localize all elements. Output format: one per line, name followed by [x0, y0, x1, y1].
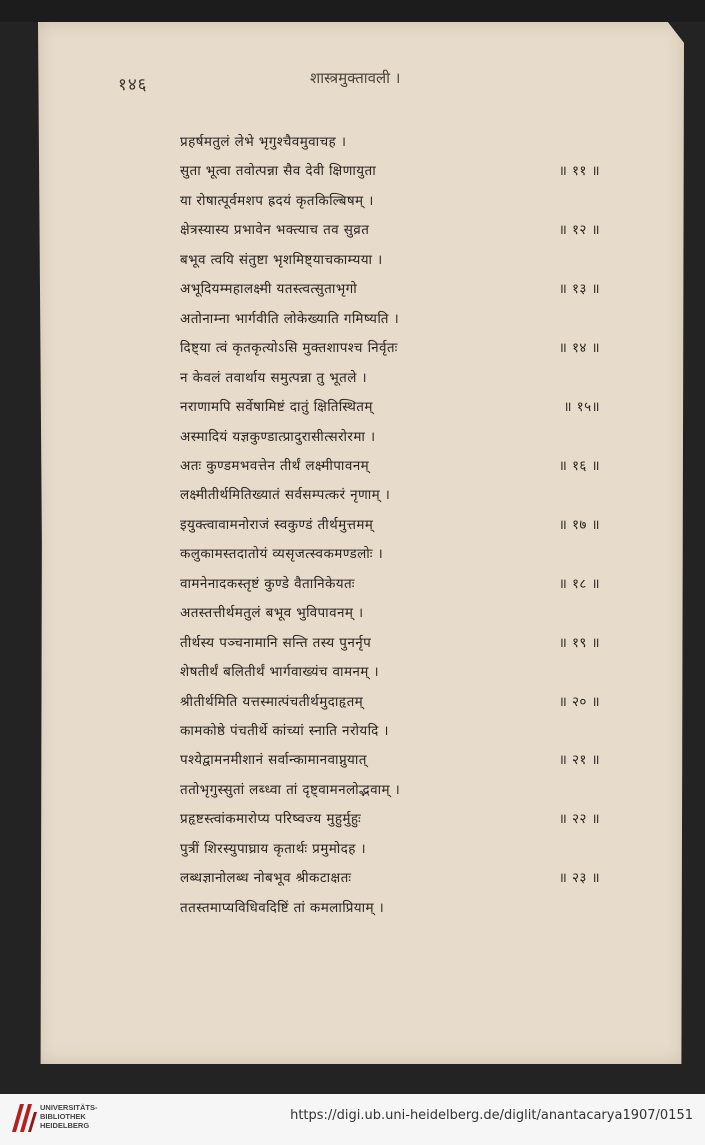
verse-text: ततोभृगुस्सुतां लब्ध्वा तां दृष्ट्वामनलोद्भवाम् ।	[180, 781, 401, 798]
verse-number: ॥ १३ ॥	[558, 281, 600, 298]
verse-number: ॥ ११ ॥	[558, 163, 600, 180]
verse-line	[180, 427, 600, 451]
verse-line	[180, 191, 600, 215]
verse-number: ॥ १२ ॥	[558, 222, 600, 239]
verse-text: अस्मादियं यज्ञकुण्डात्प्रादुरासीत्सरोरमा ।	[180, 428, 376, 445]
verse-line	[180, 780, 600, 804]
verse-line	[180, 633, 600, 657]
verse-number: ॥ १५॥	[563, 399, 600, 416]
verse-line	[180, 161, 600, 185]
verse-text: इयुक्त्वावामनोराजं स्वकुण्डं तीर्थमुत्तमम्	[180, 516, 374, 533]
verse-number: ॥ १४ ॥	[558, 340, 600, 357]
verse-line	[180, 309, 600, 333]
library-name-line: BIBLIOTHEK	[40, 1112, 86, 1121]
verse-line	[180, 692, 600, 716]
verse-text: तीर्थस्य पञ्चनामानि सन्ति तस्य पुनर्नृप	[180, 634, 372, 651]
verse-number: ॥ १६ ॥	[558, 457, 600, 474]
verse-line	[180, 456, 600, 480]
viewer-footer	[0, 1094, 705, 1145]
verse-number: ॥ २१ ॥	[558, 752, 600, 769]
verse-line	[180, 544, 600, 568]
verse-line	[180, 662, 600, 686]
verse-text: पुत्रीं शिरस्युपाघ्राय कृतार्थः प्रमुमोदह ।	[180, 840, 367, 857]
running-head: शास्त्रमुक्तावली ।	[310, 69, 401, 87]
verse-text: कामकोष्ठे पंचतीर्थे कांच्यां स्नाति नरोयदि ।	[180, 723, 389, 739]
verse-line	[180, 250, 600, 274]
library-logo-icon	[10, 1100, 38, 1134]
verse-line	[180, 603, 600, 627]
verse-text: सुता भूत्वा तवोत्पन्ना सैव देवी क्षिणायुता	[180, 163, 377, 180]
verse-number: ॥ १७ ॥	[558, 516, 600, 533]
verse-text: अतोनाम्ना भार्गवीति लोकेख्याति गमिष्यति ।	[180, 310, 400, 327]
verse-line	[180, 368, 600, 392]
verse-text: दिष्ट्या त्वं कृतकृत्योऽसि मुक्तशापश्च निर्वृतः	[180, 340, 398, 357]
verse-text: क्षेत्रस्यास्य प्रभावेन भक्त्याच तव सुव्रत	[180, 222, 370, 239]
verse-number: ॥ २० ॥	[558, 693, 600, 710]
verse-text: लक्ष्मीतीर्थमितिख्यातं सर्वसम्पत्करं नृणाम् ।	[180, 487, 391, 504]
verse-line	[180, 839, 600, 863]
verse-text: या रोषात्पूर्वमशप ह्रदयं कृतकिल्बिषम् ।	[180, 192, 374, 209]
verse-line	[180, 898, 600, 922]
verse-number: ॥ १९ ॥	[558, 634, 600, 651]
verse-line	[180, 750, 600, 774]
verse-line	[180, 721, 600, 745]
verse-line	[180, 485, 600, 509]
verse-text: नराणामपि सर्वेषामिष्टं दातुं क्षितिस्थितम्	[180, 399, 373, 416]
verse-text: पश्येद्वामनमीशानं सर्वान्कामानवाप्नुयात्	[180, 752, 367, 769]
verse-text: न केवलं तवार्थाय समुत्पन्ना तु भूतले ।	[180, 369, 367, 386]
library-name-line: UNIVERSITÄTS-	[40, 1103, 98, 1112]
verse-text: शेषतीर्थं बलितीर्थं भार्गवाख्यंच वामनम् ।	[180, 664, 379, 681]
verse-text: श्रीतीर्थमिति यत्तस्मात्पंचतीर्थमुदाहृतम्	[180, 693, 364, 710]
verse-line	[180, 574, 600, 598]
verse-text: अतस्तत्तीर्थमतुलं बभूव भुविपावनम् ।	[180, 605, 364, 622]
library-name	[40, 1103, 98, 1130]
verse-line	[180, 868, 600, 892]
verse-text: अभूदियम्महालक्ष्मी यतस्त्वत्सुताभृगो	[180, 281, 358, 298]
page-number: १४६	[118, 75, 148, 95]
verse-line	[180, 338, 600, 362]
verse-text: प्रहर्षमतुलं लेभे भृगुश्चैवमुवाचह ।	[180, 134, 347, 150]
verse-text: बभूव त्वयि संतुष्टा भृशमिष्ट्याचकाम्यया ।	[180, 251, 383, 268]
verse-number: ॥ २२ ॥	[558, 811, 600, 828]
verse-line	[180, 397, 600, 421]
source-url-link[interactable]: https://digi.ub.uni-heidelberg.de/diglit/anantacarya1907/0151	[290, 1108, 693, 1123]
verse-line	[180, 809, 600, 833]
verse-number: ॥ २३ ॥	[558, 870, 600, 887]
scan-background-top	[0, 0, 705, 22]
verse-line	[180, 220, 600, 244]
verse-text: कलुकामस्तदातोयं व्यसृजत्स्वकमण्डलोः ।	[180, 546, 384, 563]
verse-line	[180, 515, 600, 539]
verse-text: ततस्तमाप्यविधिवदिष्टिं तां कमलाप्रियाम् ।	[180, 899, 385, 916]
verse-line	[180, 132, 600, 156]
verse-number: ॥ १८ ॥	[558, 575, 600, 592]
verse-line	[180, 279, 600, 303]
verse-text: लब्धज्ञानोलब्ध नोबभूव श्रीकटाक्षतः	[180, 870, 352, 887]
verse-text: प्रहृष्टस्त्वांकमारोप्य परिष्वज्य मुहुर्मुहुः	[180, 811, 362, 828]
verse-text: वामनेनादकस्तृष्टं कुण्डे वैतानिकेयतः	[180, 575, 355, 592]
verse-text: अतः कुण्डमभवत्तेन तीर्थं लक्ष्मीपावनम्	[180, 457, 370, 474]
library-name-line: HEIDELBERG	[40, 1121, 90, 1130]
